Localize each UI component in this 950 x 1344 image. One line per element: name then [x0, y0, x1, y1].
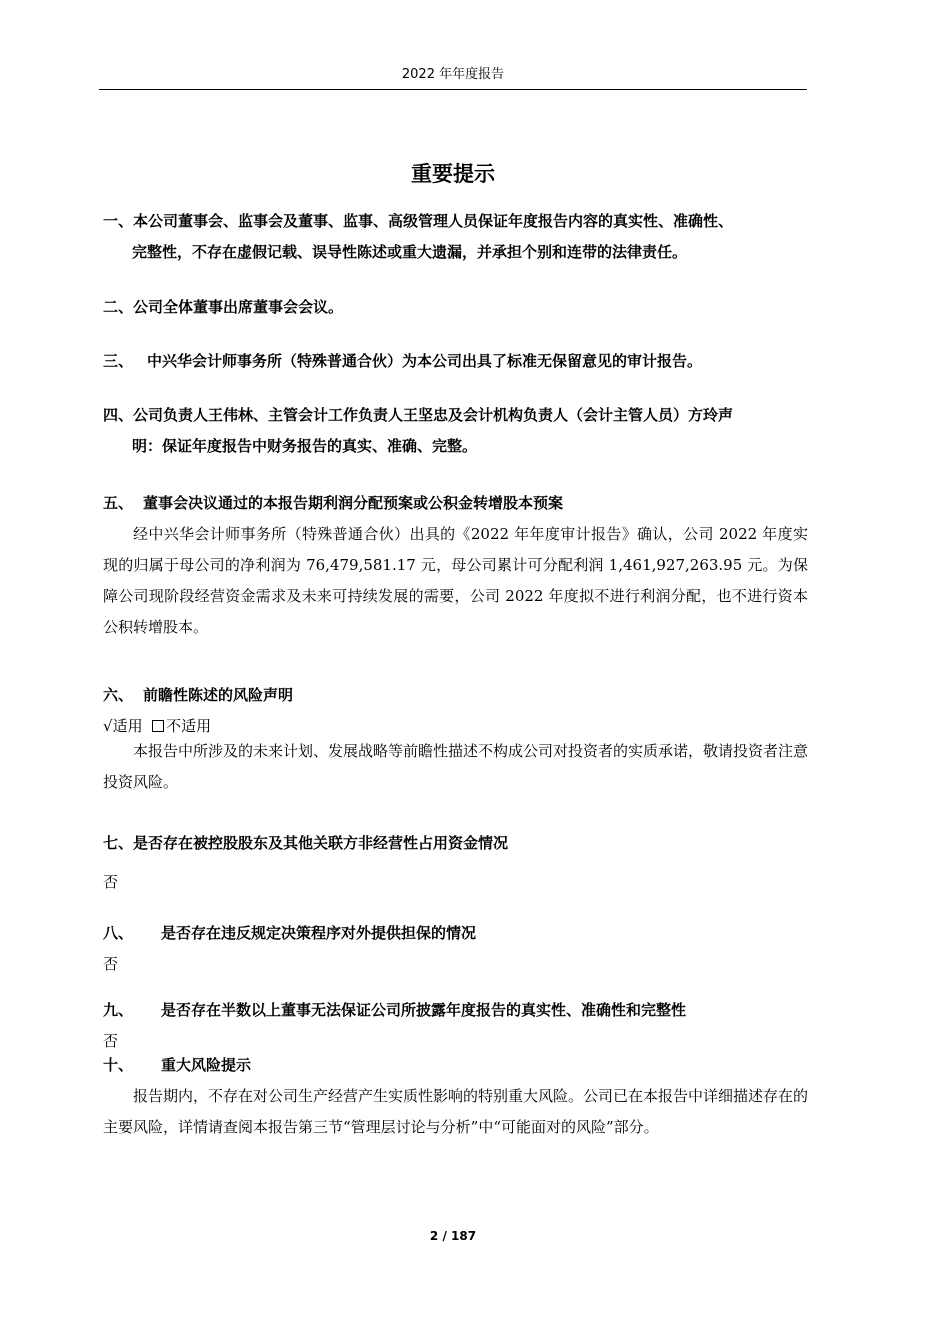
section-number: 三、	[103, 352, 134, 370]
section-number: 十、	[103, 1056, 134, 1074]
section-number: 五、	[103, 494, 134, 512]
empty-checkbox-icon	[152, 720, 164, 732]
page-title: 重要提示	[411, 162, 495, 186]
section-number: 一、	[103, 212, 134, 230]
section-7	[103, 828, 808, 898]
section-number: 七、	[103, 834, 134, 852]
section-body: 经中兴华会计师事务所（特殊普通合伙）出具的《2022 年年度审计报告》确认，公司 2022 年度实现的归属于母公司的净利润为 76,479,581.17 元，母公司累计可分配利润 1,461,927,263.95 元。为保障公司现阶段经营资金需求及未来可持续发展的需要，公司 2022 年度拟不进行利润分配，也不进行资本公积转增股本。	[103, 525, 808, 636]
section-number: 六、	[103, 686, 134, 704]
section-5	[103, 488, 808, 643]
section-heading-continued: 明：保证年度报告中财务报告的真实、准确、完整。	[132, 437, 478, 455]
section-number: 九、	[103, 1001, 134, 1019]
section-heading: 公司全体董事出席董事会会议。	[133, 298, 344, 316]
page-header: 2022 年年度报告	[401, 67, 505, 82]
page-number: 2 / 187	[429, 1229, 477, 1243]
section-heading-continued: 完整性，不存在虚假记载、误导性陈述或重大遗漏，并承担个别和连带的法律责任。	[132, 243, 688, 261]
option-applicable: 适用	[112, 717, 143, 735]
section-heading: 是否存在被控股股东及其他关联方非经营性占用资金情况	[133, 834, 509, 852]
section-heading: 董事会决议通过的本报告期利润分配预案或公积金转增股本预案	[143, 494, 564, 512]
section-9	[103, 995, 808, 1057]
section-10	[103, 1050, 808, 1143]
section-4	[103, 400, 808, 462]
section-heading: 公司负责人王伟林、主管会计工作负责人王坚忠及会计机构负责人（会计主管人员）方玲声	[133, 406, 734, 424]
section-3	[103, 346, 808, 377]
option-not-applicable: 不适用	[166, 717, 212, 735]
section-number: 二、	[103, 298, 134, 316]
section-heading: 前瞻性陈述的风险声明	[143, 686, 294, 704]
header-divider	[99, 89, 807, 90]
section-heading: 是否存在违反规定决策程序对外提供担保的情况	[161, 924, 477, 942]
section-answer: 否	[103, 1032, 119, 1050]
section-number: 四、	[103, 406, 134, 424]
section-number: 八、	[103, 924, 134, 942]
section-6	[103, 680, 808, 798]
section-heading: 是否存在半数以上董事无法保证公司所披露年度报告的真实性、准确性和完整性	[161, 1001, 687, 1019]
check-mark-icon: √	[103, 717, 113, 735]
section-answer: 否	[103, 873, 119, 891]
section-1	[103, 206, 808, 268]
section-body: 报告期内，不存在对公司生产经营产生实质性影响的特别重大风险。公司已在本报告中详细描述存在的主要风险，详情请查阅本报告第三节“管理层讨论与分析”中“可能面对的风险”部分。	[103, 1087, 809, 1136]
section-heading: 重大风险提示	[161, 1056, 252, 1074]
section-8	[103, 918, 808, 980]
section-answer: 否	[103, 955, 119, 973]
section-heading: 本公司董事会、监事会及董事、监事、高级管理人员保证年度报告内容的真实性、准确性、	[133, 212, 734, 230]
section-2	[103, 292, 808, 323]
section-heading: 中兴华会计师事务所（特殊普通合伙）为本公司出具了标准无保留意见的审计报告。	[147, 352, 703, 370]
section-body: 本报告中所涉及的未来计划、发展战略等前瞻性描述不构成公司对投资者的实质承诺，敬请投资者注意投资风险。	[103, 742, 809, 791]
